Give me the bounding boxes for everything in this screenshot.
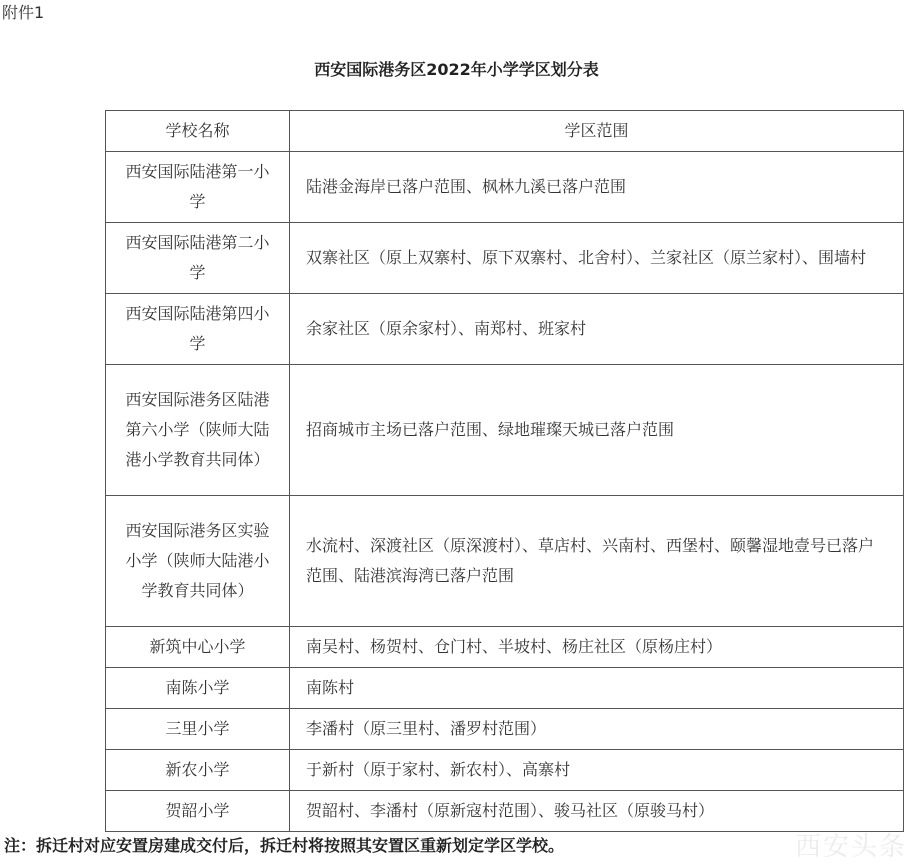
school-name-cell: 三里小学 — [106, 709, 290, 750]
district-scope-cell: 水流村、深渡社区（原深渡村）、草店村、兴南村、西堡村、颐馨湿地壹号已落户范围、陆港滨海湾已落户范围 — [290, 496, 904, 627]
table-row — [106, 223, 904, 294]
table-row — [106, 152, 904, 223]
school-name-cell: 西安国际陆港第一小学 — [106, 152, 290, 223]
school-name-cell: 贺韶小学 — [106, 791, 290, 832]
school-name-cell: 新农小学 — [106, 750, 290, 791]
district-scope-cell: 贺韶村、李潘村（原新寇村范围）、骏马社区（原骏马村） — [290, 791, 904, 832]
attachment-label: 附件1 — [2, 3, 45, 22]
district-scope-cell: 双寨社区（原上双寨村、原下双寨村、北舍村）、兰家社区（原兰家村）、围墙村 — [290, 223, 904, 294]
district-scope-cell: 南吴村、杨贺村、仓门村、半坡村、杨庄社区（原杨庄村） — [290, 627, 904, 668]
district-scope-cell: 招商城市主场已落户范围、绿地璀璨天城已落户范围 — [290, 365, 904, 496]
district-scope-cell: 陆港金海岸已落户范围、枫林九溪已落户范围 — [290, 152, 904, 223]
school-name-cell: 西安国际港务区实验小学（陕师大陆港小学教育共同体） — [106, 496, 290, 627]
table-row — [106, 496, 904, 627]
school-name-cell: 西安国际陆港第二小学 — [106, 223, 290, 294]
table-row — [106, 750, 904, 791]
table-header-row — [106, 111, 904, 152]
school-name-cell: 西安国际陆港第四小学 — [106, 294, 290, 365]
footnote: 注：拆迁村对应安置房建成交付后，拆迁村将按照其安置区重新划定学区学校。 — [4, 836, 565, 855]
table-row — [106, 627, 904, 668]
district-scope-cell: 南陈村 — [290, 668, 904, 709]
watermark: 西安头条 — [794, 832, 907, 862]
table-row — [106, 365, 904, 496]
school-name-cell: 新筑中心小学 — [106, 627, 290, 668]
table-row — [106, 294, 904, 365]
table-row — [106, 668, 904, 709]
header-district-scope: 学区范围 — [290, 111, 904, 152]
header-school-name: 学校名称 — [106, 111, 290, 152]
school-name-cell: 西安国际港务区陆港第六小学（陕师大陆港小学教育共同体） — [106, 365, 290, 496]
table-row — [106, 709, 904, 750]
district-scope-cell: 于新村（原于家村、新农村）、高寨村 — [290, 750, 904, 791]
school-district-table — [105, 110, 904, 832]
table-row — [106, 791, 904, 832]
page-title: 西安国际港务区2022年小学学区划分表 — [314, 60, 599, 79]
school-name-cell: 南陈小学 — [106, 668, 290, 709]
district-scope-cell: 李潘村（原三里村、潘罗村范围） — [290, 709, 904, 750]
district-scope-cell: 余家社区（原余家村）、南郑村、班家村 — [290, 294, 904, 365]
